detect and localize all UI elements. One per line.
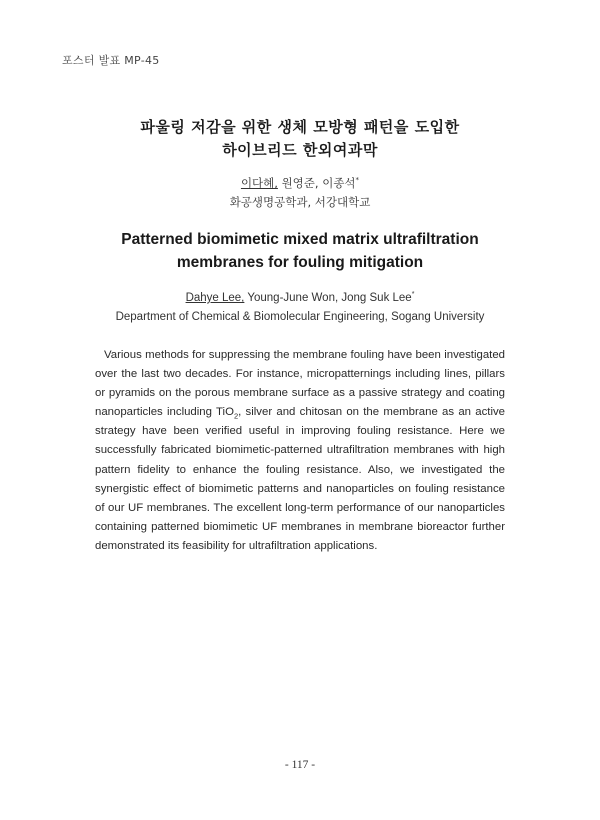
korean-title-line-2: 하이브리드 한외여과막 <box>222 141 378 159</box>
english-authors <box>0 292 600 304</box>
abstract-paragraph <box>95 346 505 556</box>
korean-title-line-1: 파울링 저감을 위한 생체 모방형 패턴을 도입한 <box>140 118 460 136</box>
english-title-line-2: membranes for fouling mitigation <box>176 254 424 271</box>
english-corresponding-mark: * <box>411 291 415 299</box>
abstract-text-part-1: Various methods for suppressing the membrane fouling have been investigated over the last two decades. For instance, micropatternings including lines, pillars or pyramids on the porous membrane surface as a passive strategy and coating nanoparticles including TiO <box>95 349 505 419</box>
korean-presenter: 이다혜, <box>240 176 278 190</box>
page-number: - 117 - <box>284 759 316 771</box>
english-title-line-1: Patterned biomimetic mixed matrix ultrafiltration <box>121 231 479 248</box>
korean-affiliation: 화공생명공학과, 서강대학교 <box>229 195 371 209</box>
korean-corresponding-mark: * <box>355 176 360 185</box>
korean-authors <box>0 175 600 191</box>
english-affiliation: Department of Chemical & Biomolecular Engineering, Sogang University <box>115 311 485 323</box>
abstract-text-part-2: , silver and chitosan on the membrane as an active strategy have been verified useful in improving fouling resistance. Here we successfully fabricated biomimetic-patterned ultrafiltration membranes with high pattern fidelity to enhance the fouling resistance. Also, we investigated the synergistic effect of biomimetic patterns and nanoparticles on fouling resistance of our UF membranes. The excellent long-term performance of our nanoparticles containing patterned biomimetic UF membranes in membrane bioreactor further demonstrated its feasibility for ultrafiltration applications. <box>95 406 506 552</box>
session-label: 포스터 발표 MP-45 <box>62 54 160 67</box>
korean-coauthors: 원영준, 이종석 <box>277 176 356 190</box>
english-coauthors: Young-June Won, Jong Suk Lee <box>244 292 412 304</box>
abstract-subscript: 2 <box>233 411 239 421</box>
english-presenter: Dahye Lee, <box>185 292 245 304</box>
